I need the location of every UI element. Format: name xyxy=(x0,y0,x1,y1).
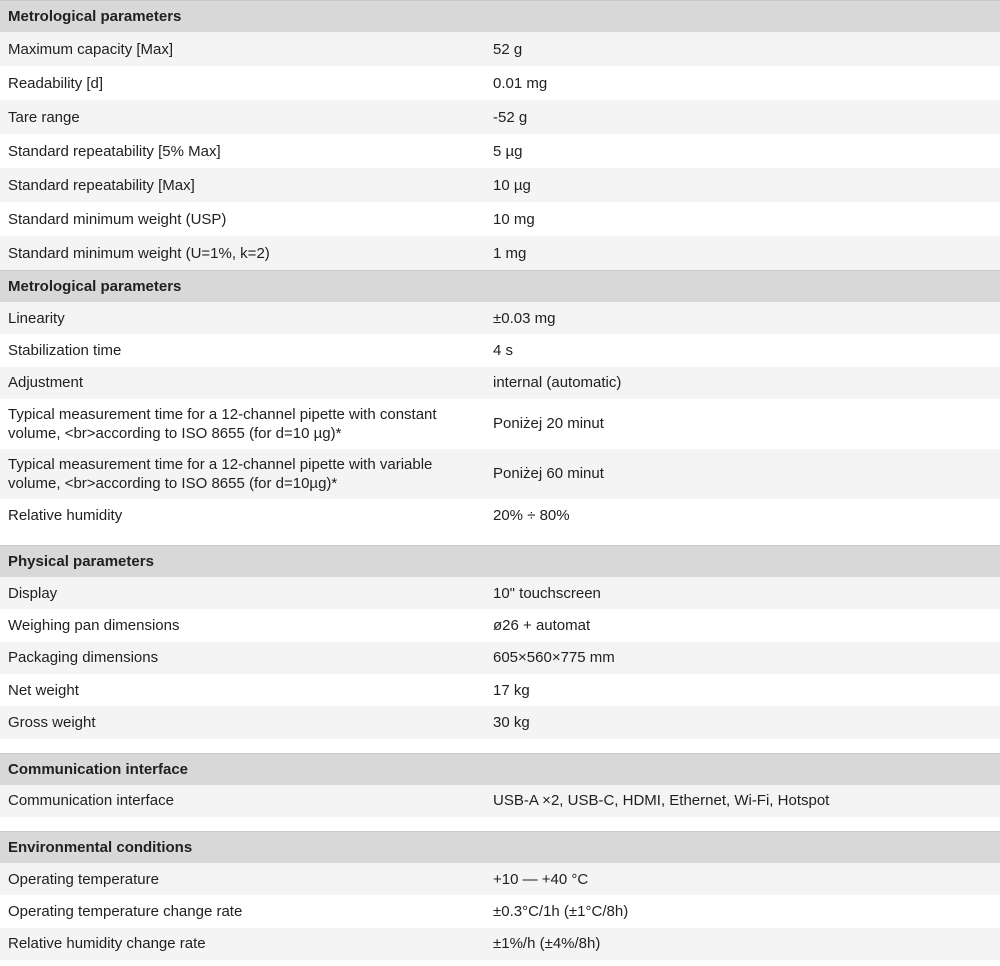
spec-value: 10 mg xyxy=(493,210,535,228)
spec-row xyxy=(0,66,1000,100)
spec-label: Operating temperature change rate xyxy=(8,902,243,920)
section-header: Physical parameters xyxy=(0,545,1000,577)
spec-label: Communication interface xyxy=(8,792,174,810)
spec-row xyxy=(0,334,1000,366)
spec-value: 20% ÷ 80% xyxy=(493,506,570,524)
spec-label: Tare range xyxy=(8,108,80,126)
spec-row xyxy=(0,32,1000,66)
spec-value: 30 kg xyxy=(493,714,530,732)
spec-label: Typical measurement time for a 12-channel pipette with constant volume, <br>according to ISO 8655 (for d=10 µg)* xyxy=(8,405,437,442)
spec-label: Linearity xyxy=(8,309,65,327)
spec-value: USB-A ×2, USB-C, HDMI, Ethernet, Wi-Fi, Hotspot xyxy=(493,792,830,810)
spec-value: 10 µg xyxy=(493,176,531,194)
section-communication xyxy=(0,753,1000,817)
section-header: Metrological parameters xyxy=(0,270,1000,302)
spec-value: 605×560×775 mm xyxy=(493,649,615,667)
spec-label: Weighing pan dimensions xyxy=(8,617,180,635)
spec-row xyxy=(0,236,1000,270)
spec-row xyxy=(0,863,1000,895)
spec-row xyxy=(0,706,1000,738)
spec-value: internal (automatic) xyxy=(493,374,622,392)
section-header: Metrological parameters xyxy=(0,0,1000,32)
spec-label: Stabilization time xyxy=(8,341,122,359)
spec-row xyxy=(0,367,1000,399)
spec-label: Packaging dimensions xyxy=(8,649,159,667)
spec-value: 52 g xyxy=(493,40,523,58)
spec-value: 1 mg xyxy=(493,244,527,262)
spec-row xyxy=(0,674,1000,706)
spec-value: 10" touchscreen xyxy=(493,584,601,602)
section-spacer xyxy=(0,739,1000,753)
spec-row xyxy=(0,202,1000,236)
section-metrological-1 xyxy=(0,0,1000,270)
spec-label: Relative humidity change rate xyxy=(8,935,206,953)
spec-value: 5 µg xyxy=(493,142,523,160)
section-metrological-2 xyxy=(0,270,1000,531)
spec-value: 0.01 mg xyxy=(493,74,548,92)
spec-value: 17 kg xyxy=(493,681,530,699)
spec-row xyxy=(0,642,1000,674)
spec-value: ø26 + automat xyxy=(493,617,591,635)
spec-label: Net weight xyxy=(8,681,79,699)
spec-row xyxy=(0,168,1000,202)
spec-row xyxy=(0,785,1000,817)
section-physical xyxy=(0,545,1000,738)
spec-label: Standard repeatability [5% Max] xyxy=(8,142,221,160)
section-spacer xyxy=(0,817,1000,831)
spec-row xyxy=(0,499,1000,531)
section-spacer xyxy=(0,531,1000,545)
spec-label: Typical measurement time for a 12-channel pipette with variable volume, <br>according to ISO 8655 (for d=10µg)* xyxy=(8,455,433,492)
spec-value: ±0.3°C/1h (±1°C/8h) xyxy=(493,902,629,920)
spec-row xyxy=(0,134,1000,168)
spec-value: ±1%/h (±4%/8h) xyxy=(493,935,601,953)
spec-label: Readability [d] xyxy=(8,74,104,92)
spec-row xyxy=(0,449,1000,499)
spec-value: Poniżej 60 minut xyxy=(493,465,604,483)
spec-row xyxy=(0,609,1000,641)
spec-label: Relative humidity xyxy=(8,506,123,524)
spec-row xyxy=(0,399,1000,449)
spec-row xyxy=(0,928,1000,960)
spec-label: Standard minimum weight (USP) xyxy=(8,210,227,228)
spec-label: Gross weight xyxy=(8,714,96,732)
spec-value: 4 s xyxy=(493,341,514,359)
spec-row xyxy=(0,100,1000,134)
spec-label: Standard minimum weight (U=1%, k=2) xyxy=(8,244,270,262)
spec-row xyxy=(0,895,1000,927)
spec-label: Display xyxy=(8,584,58,602)
section-header: Communication interface xyxy=(0,753,1000,785)
spec-value: Poniżej 20 minut xyxy=(493,415,604,433)
section-header: Environmental conditions xyxy=(0,831,1000,863)
spec-label: Maximum capacity [Max] xyxy=(8,40,174,58)
spec-value: ±0.03 mg xyxy=(493,309,556,327)
spec-row xyxy=(0,577,1000,609)
spec-label: Adjustment xyxy=(8,374,84,392)
spec-label: Operating temperature xyxy=(8,870,159,888)
spec-row xyxy=(0,302,1000,334)
section-environmental xyxy=(0,831,1000,960)
spec-value: -52 g xyxy=(493,108,528,126)
spec-value: +10 — +40 °C xyxy=(493,870,589,888)
spec-label: Standard repeatability [Max] xyxy=(8,176,195,194)
